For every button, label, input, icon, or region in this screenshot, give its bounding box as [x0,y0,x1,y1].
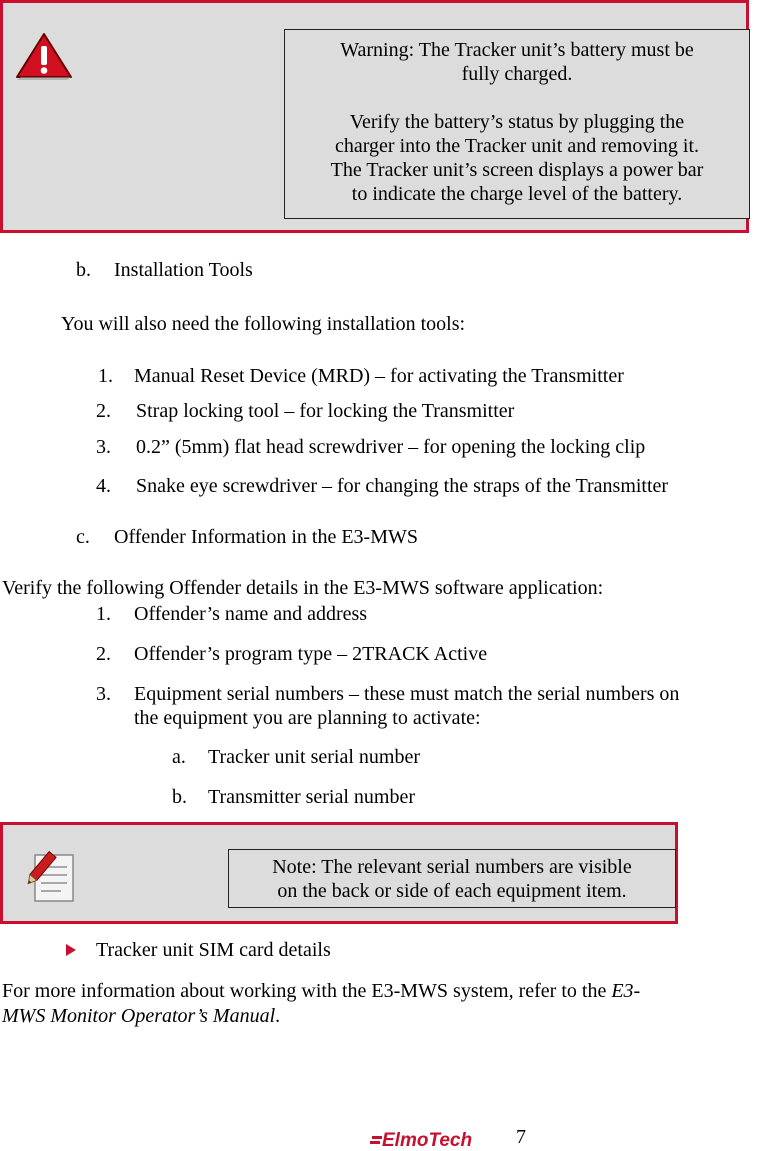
section-c-intro: Verify the following Offender details in the E3-MWS software application: [2,577,604,599]
warning-line-4: charger into the Tracker unit and removing it. [335,135,699,157]
offender-item-1-number: 1. [96,603,111,625]
subitem-a-text: Tracker unit serial number [208,746,420,768]
tool-item-4-text: Snake eye screwdriver – for changing the straps of the Transmitter [136,475,669,497]
offender-item-3-text: Equipment serial numbers – these must match the serial numbers on [134,683,680,705]
offender-item-2-number: 2. [96,643,111,665]
note-callout [0,822,678,924]
section-c-marker: c. [76,526,90,548]
tool-item-1-number: 1. [98,365,113,387]
subitem-b-text: Transmitter serial number [208,786,416,808]
closing-line-2 [2,1005,280,1028]
subitem-a-letter: a. [172,746,186,768]
triangle-bullet-icon [66,944,76,956]
manual-title-part-2: MWS Monitor Operator’s Manual [2,1005,276,1027]
tool-item-1-text: Manual Reset Device (MRD) – for activating the Transmitter [134,365,624,387]
warning-line-2: fully charged. [461,63,573,85]
offender-item-3-number: 3. [96,683,111,705]
offender-item-3-text-cont: the equipment you are planning to activate: [134,707,481,729]
section-b-marker: b. [76,259,91,281]
tool-item-3-text: 0.2” (5mm) flat head screwdriver – for opening the locking clip [136,436,646,458]
tool-item-2-text: Strap locking tool – for locking the Transmitter [136,400,515,422]
subitem-b-letter: b. [172,786,187,808]
closing-text: For more information about working with the E3-MWS system, refer to the [2,980,612,1002]
tool-item-4-number: 4. [96,475,111,497]
closing-period: . [275,1005,281,1027]
section-c-title: Offender Information in the E3-MWS [114,526,418,548]
warning-triangle-icon [15,31,73,81]
warning-line-6: to indicate the charge level of the battery. [351,183,683,205]
warning-line-5: The Tracker unit’s screen displays a power bar [330,159,704,181]
elmotech-logo [370,1127,510,1151]
note-line-1: Note: The relevant serial numbers are visible [272,856,632,878]
note-line-2: on the back or side of each equipment item. [277,880,627,902]
logo-text: ElmoTech [382,1130,473,1151]
sim-card-bullet-text: Tracker unit SIM card details [96,939,331,961]
offender-item-2-text: Offender’s program type – 2TRACK Active [134,643,488,665]
section-b-title: Installation Tools [114,259,253,281]
note-pencil-icon [25,849,77,905]
manual-title-part-1: E3- [611,980,641,1002]
tool-item-2-number: 2. [96,400,111,422]
offender-item-1-text: Offender’s name and address [134,603,368,625]
warning-callout [0,0,749,233]
closing-line-1 [2,980,640,1003]
section-b-intro: You will also need the following installation tools: [61,313,466,335]
tool-item-3-number: 3. [96,436,111,458]
warning-message-box [284,29,750,219]
warning-line-3: Verify the battery’s status by plugging the [349,111,685,133]
page-number: 7 [516,1126,526,1148]
note-message-box [228,849,676,908]
warning-line-1: Warning: The Tracker unit’s battery must be [340,39,694,61]
